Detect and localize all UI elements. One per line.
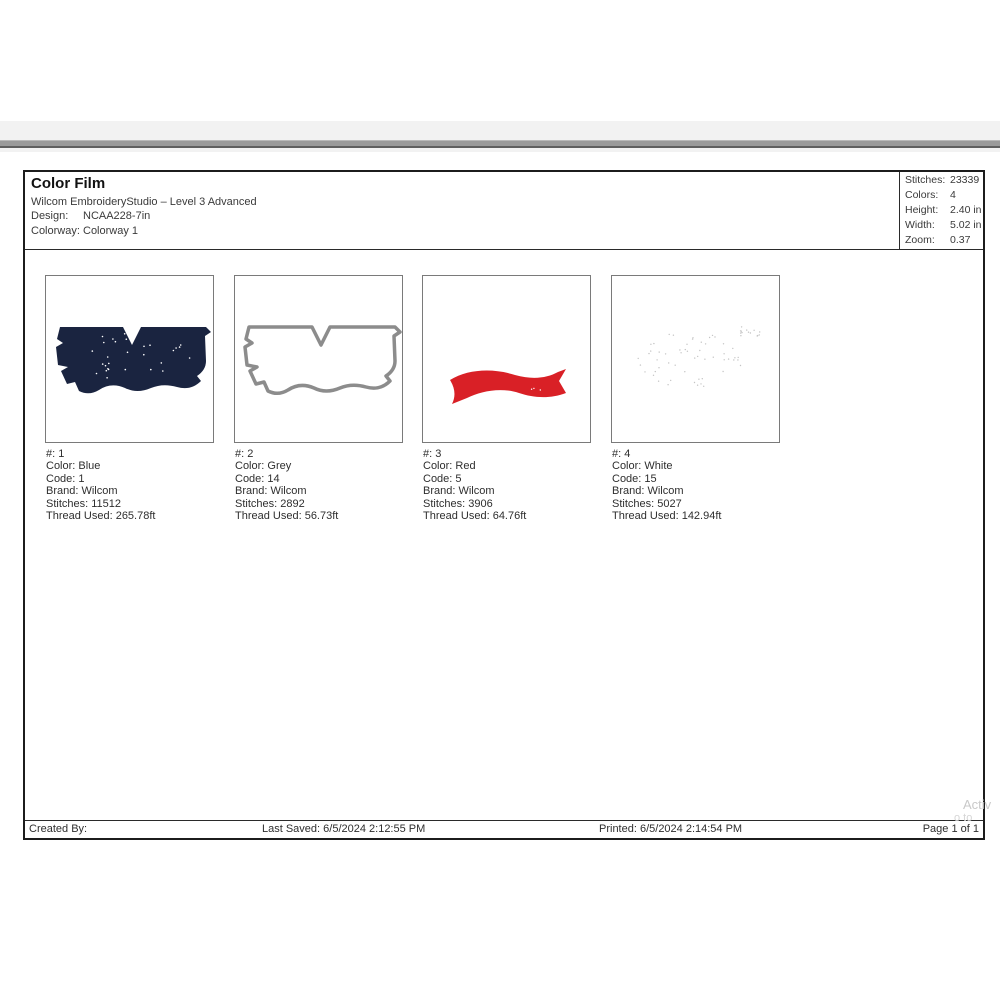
color-thread: Thread Used: 265.78ft bbox=[46, 510, 156, 523]
design-stats bbox=[899, 172, 983, 250]
color-thumbnail-red bbox=[422, 275, 591, 443]
color-brand: Brand: Wilcom bbox=[46, 485, 118, 498]
color-info-1 bbox=[46, 448, 228, 522]
page-number-label: Page 1 of 1 bbox=[922, 823, 979, 835]
color-thread: Thread Used: 64.76ft bbox=[423, 510, 527, 523]
color-thread: Thread Used: 56.73ft bbox=[235, 510, 339, 523]
color-brand: Brand: Wilcom bbox=[612, 485, 684, 498]
color-code: Code: 1 bbox=[46, 472, 85, 485]
color-brand: Brand: Wilcom bbox=[235, 485, 307, 498]
color-code: Code: 14 bbox=[235, 472, 280, 485]
activation-watermark: Activ bbox=[963, 797, 992, 812]
color-brand: Brand: Wilcom bbox=[423, 485, 495, 498]
color-stitches: Stitches: 5027 bbox=[612, 497, 682, 510]
color-thumbnail-grey bbox=[234, 275, 403, 443]
color-stitches: Stitches: 3906 bbox=[423, 497, 493, 510]
color-stitches: Stitches: 11512 bbox=[46, 497, 122, 510]
color-thumbnail-white bbox=[611, 275, 780, 443]
splitter-handle[interactable] bbox=[0, 140, 1000, 148]
blue-banner-shape bbox=[46, 276, 213, 442]
white-stitches-speckles bbox=[612, 276, 779, 442]
printed-label: Printed: 6/5/2024 2:14:54 PM bbox=[599, 823, 743, 835]
report-page bbox=[23, 170, 985, 840]
color-thread: Thread Used: 142.94ft bbox=[612, 510, 722, 523]
color-info-4 bbox=[612, 448, 794, 522]
stat-stitches: Stitches: 23339 bbox=[905, 174, 980, 186]
color-thumbnail-blue bbox=[45, 275, 214, 443]
color-number: #: 1 bbox=[46, 448, 65, 460]
color-number: #: 3 bbox=[423, 448, 442, 460]
stat-width: Width: 5.02 in bbox=[905, 219, 982, 231]
color-info-3 bbox=[423, 448, 605, 522]
window-splitter[interactable] bbox=[0, 121, 1000, 152]
software-subtitle: Wilcom EmbroideryStudio – Level 3 Advanced bbox=[31, 196, 257, 208]
report-footer bbox=[25, 820, 983, 838]
color-code: Code: 5 bbox=[423, 472, 462, 485]
color-stitches: Stitches: 2892 bbox=[235, 497, 305, 510]
design-value: NCAA228-7in bbox=[83, 210, 151, 222]
red-ribbon-shape bbox=[423, 276, 590, 442]
color-number: #: 4 bbox=[612, 448, 631, 460]
created-by-label: Created By: bbox=[29, 823, 88, 835]
last-saved-label: Last Saved: 6/5/2024 2:12:55 PM bbox=[262, 823, 426, 835]
color-name: Color: White bbox=[612, 460, 673, 473]
colorway-row bbox=[31, 225, 138, 237]
color-name: Color: Red bbox=[423, 460, 476, 473]
color-name: Color: Blue bbox=[46, 460, 101, 473]
colorway-label: Colorway: bbox=[31, 225, 80, 237]
color-code: Code: 15 bbox=[612, 472, 657, 485]
color-number: #: 2 bbox=[235, 448, 254, 460]
design-row bbox=[31, 210, 150, 222]
page-title: Color Film bbox=[31, 175, 106, 192]
color-info-2 bbox=[235, 448, 417, 522]
grey-banner-outline bbox=[235, 276, 402, 442]
design-label: Design: bbox=[31, 210, 69, 222]
stat-height: Height: 2.40 in bbox=[905, 204, 982, 216]
colorway-value: Colorway 1 bbox=[83, 225, 139, 237]
color-name: Color: Grey bbox=[235, 460, 292, 473]
stat-zoom: Zoom: 0.37 bbox=[905, 234, 971, 246]
activation-watermark-line2: o to bbox=[954, 812, 973, 824]
stat-colors: Colors: 4 bbox=[905, 189, 956, 201]
report-header bbox=[25, 172, 983, 250]
